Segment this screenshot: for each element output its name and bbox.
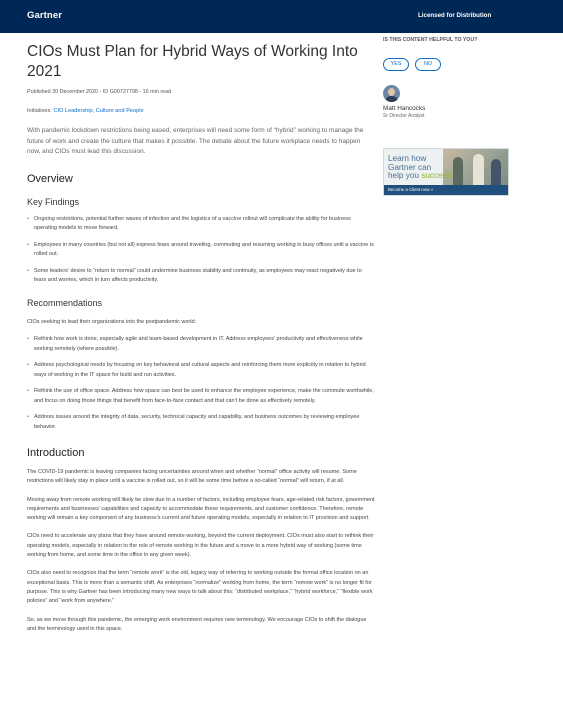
analyst-title: Sr Director Analyst bbox=[383, 113, 425, 119]
introduction-heading: Introduction bbox=[27, 447, 85, 459]
introduction-paragraph: So, as we move through this pandemic, the emerging work environment requires new terminology. We encourage CIOs to shift the dialogue and the terminology used in this space. bbox=[27, 616, 367, 632]
page-title: CIOs Must Plan for Hybrid Ways of Working Into 2021 bbox=[27, 43, 358, 80]
ad-photo bbox=[443, 149, 509, 187]
ad-line: help you bbox=[388, 171, 422, 181]
recommendations-heading: Recommendations bbox=[27, 297, 103, 308]
summary-lede: With pandemic lockdown restrictions being eased, enterprises will need some form of “hybrid” working to manage the future of work and create the culture that makes it possible. The debate about the future workplace needs to happen now, and CIOs must lead this discussion. bbox=[27, 127, 364, 155]
initiatives-line bbox=[27, 108, 375, 114]
analyst-avatar[interactable] bbox=[383, 85, 400, 102]
recommendations-intro: CIOs seeking to lead their organizations into the postpandemic world: bbox=[27, 318, 197, 325]
key-findings-list bbox=[27, 215, 375, 286]
right-sidebar bbox=[383, 37, 553, 192]
list-item: • Employees in many countries (but not all) express fears around traveling, commuting and resuming working in busy offices until a vaccine is rolled out. bbox=[27, 241, 375, 260]
introduction-paragraph: CIOs need to accelerate any plans that they have around remote working, beyond the current deployment. CIOs must also start to rethink their operating models, especially in relation to the role of remote working in the future and a move to a more hybrid way of working (some time working from home, and some time in the office in any given week). bbox=[27, 533, 374, 559]
no-button[interactable]: NO bbox=[415, 58, 441, 71]
become-client-link[interactable]: Become a Client now » bbox=[384, 185, 509, 195]
introduction-paragraph: CIOs also need to recognize that the term “remote work” is the old, legacy way of referring to working outside the formal office location on an exceptional basis. This is more than a semantic shift. As enterprises “normalize” working from home, the term “remote work” is no longer fit for purpose. This is why Gartner has been introducing many new ways to talk about this: “distributed workplace,” “hybrid workforce,” “flexible work policies” and “work from anywhere.” bbox=[27, 570, 373, 605]
ad-person bbox=[473, 154, 484, 187]
initiatives-label: Initiatives: bbox=[27, 108, 54, 114]
ad-headline bbox=[388, 155, 452, 181]
gartner-logo[interactable]: Gartner bbox=[27, 10, 63, 21]
recommendations-list bbox=[27, 335, 375, 432]
ad-person bbox=[491, 159, 501, 187]
ad-line-3 bbox=[388, 172, 452, 181]
ad-line: Gartner can bbox=[388, 162, 432, 172]
introduction-paragraph: The COVID-19 pandemic is leaving companies facing uncertainties around when and whether “normal” office activity will resume. Some restrictions will likely stay in place until a vaccine is rolled out, so it will be some time before a so-called “normal” will return, if at all. bbox=[27, 469, 357, 485]
list-item: • Some leaders’ desire to “return to normal” could undermine business stability and continuity, as employees may react negatively due to fears and worries, which in turn affects productivity. bbox=[27, 267, 375, 286]
overview-heading: Overview bbox=[27, 172, 73, 185]
helpful-question: IS THIS CONTENT HELPFUL TO YOU? bbox=[383, 37, 478, 43]
analyst-name[interactable]: Matt Hancocks bbox=[383, 105, 426, 112]
list-item: • Address issues around the integrity of data, security, technical capacity and capability, and business outcomes by reviewing employee behavior. bbox=[27, 413, 375, 432]
avatar-body bbox=[385, 96, 398, 102]
publication-meta: Published 30 December 2020 - ID G00727798 - 16 min read bbox=[27, 89, 172, 95]
list-item: • Rethink the use of office space. Address how space can best be used to enhance the employee experience, make the commute worthwhile, and focus on doing those things that benefit from face-to-face contact and that can’t be done as effectively remotely. bbox=[27, 387, 375, 406]
ad-accent-word: succeed bbox=[421, 171, 452, 181]
ad-person bbox=[453, 157, 463, 187]
key-findings-heading: Key Findings bbox=[27, 196, 80, 207]
yes-button[interactable]: YES bbox=[383, 58, 409, 71]
licensed-for-distribution-label: Licensed for Distribution bbox=[418, 12, 492, 19]
list-item: • Ongoing restrictions, potential further waves of infection and the logistics of a vaccine rollout will complicate the ability for business operating models to move forward. bbox=[27, 215, 375, 234]
list-item: • Rethink how work is done, especially agile and team-based development in IT. Address employees’ productivity and effectiveness while working remotely (where possible). bbox=[27, 335, 375, 354]
list-item: • Address psychological needs by focusing on key behavioral and cultural aspects and reinforcing them more explicitly in relation to hybrid ways of working in the IT space for build and run activities. bbox=[27, 361, 375, 380]
top-banner bbox=[0, 0, 563, 33]
become-client-ad[interactable] bbox=[383, 148, 509, 196]
introduction-paragraph: Moving away from remote working will likely be slow due to a number of factors, including employee fears, age-related risk factors, government requirements and businesses’ capabilities and capacity to accommodate these requirements, and customer confidence. Therefore, remote working will remain a key component of any business’s current and future operating models, especially in relation to IT provision and support. bbox=[27, 496, 375, 522]
avatar-face bbox=[388, 88, 395, 96]
initiatives-link[interactable]: CIO Leadership, Culture and People bbox=[53, 108, 144, 114]
feedback-buttons bbox=[383, 52, 553, 71]
ad-line: Learn how bbox=[388, 154, 427, 163]
article-main bbox=[27, 42, 375, 634]
